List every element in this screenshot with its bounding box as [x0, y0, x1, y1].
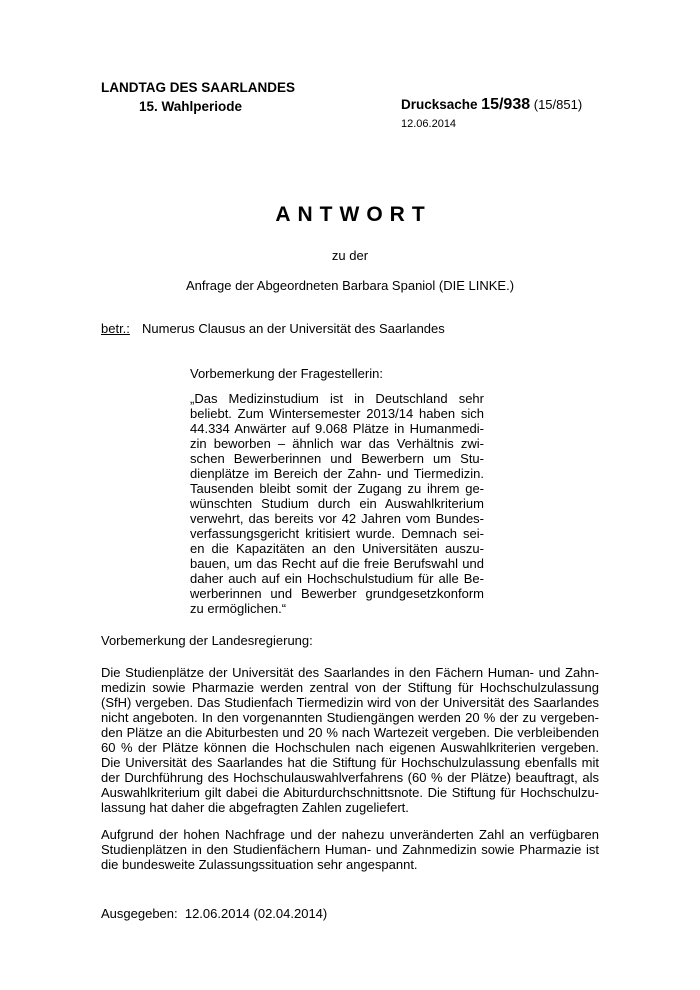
- inquiry-subtitle: Anfrage der Abgeordneten Barbara Spaniol (DIE LINKE.): [185, 278, 515, 293]
- quote-line: 44.334 Anwärter auf 9.068 Plätze in Humanmedi-: [190, 421, 484, 436]
- legislative-period: 15. Wahlperiode: [139, 99, 243, 114]
- questioner-remark-quote: [190, 391, 484, 616]
- government-remark-heading: Vorbemerkung der Landesregierung:: [101, 633, 313, 648]
- quote-line: verfassungsgericht kritisiert wurde. Demnach sei-: [190, 526, 484, 541]
- quote-line: dienplätze im Bereich der Zahn- und Tiermedizin.: [190, 466, 484, 481]
- quote-line: werberinnen und Bewerber grundgesetzkonform: [190, 586, 484, 601]
- drucksache-block: [401, 97, 582, 112]
- quote-line: Tausenden bleibt somit der Zugang zu ihrem ge-: [190, 481, 484, 496]
- paragraph-line: medizin sowie Pharmazie werden zentral von der Stiftung für Hochschulzulassung: [101, 680, 599, 695]
- quote-line: beliebt. Zum Wintersemester 2013/14 haben sich: [190, 406, 484, 421]
- quote-line: en die Kapazitäten an den Universitäten auszu-: [190, 541, 484, 556]
- paragraph-line: lassung hat daher die abgefragten Zahlen zugeliefert.: [101, 800, 409, 815]
- drucksache-number: 15/938: [481, 96, 531, 113]
- paragraph-line: Auswahlkriterium gilt dabei die Abiturdurchschnittsnote. Die Stiftung für Hochschulzu-: [101, 785, 599, 800]
- page-title: ANTWORT: [275, 203, 432, 226]
- paragraph-line: 60 % der Plätze können die Hochschulen nach eigenen Auswahlkriterien vergeben.: [101, 740, 599, 755]
- quote-line: wünschten Studium durch ein Auswahlkriterium: [190, 496, 484, 511]
- questioner-remark-heading: Vorbemerkung der Fragestellerin:: [190, 366, 383, 381]
- government-remark-paragraph-1: [101, 665, 599, 815]
- drucksache-label: Drucksache: [401, 97, 478, 112]
- quote-line: zu ermöglichen.“: [190, 601, 287, 616]
- paragraph-line: Studienplätzen in den Studienfächern Human- und Zahnmedizin sowie Pharmazie ist: [101, 842, 599, 857]
- quote-line: schen Bewerberinnen und Bewerbern um Stu-: [190, 451, 484, 466]
- paragraph-line: Die Universität des Saarlandes hat die Stiftung für Hochschulzulassung ebenfalls mit: [101, 755, 599, 770]
- quote-line: „Das Medizinstudium ist in Deutschland sehr: [190, 391, 484, 406]
- paragraph-line: Aufgrund der hohen Nachfrage und der nahezu unveränderten Zahl an verfügbaren: [101, 827, 599, 842]
- paragraph-line: der Durchführung des Hochschulauswahlverfahrens (60 % der Plätze) beauftragt, als: [101, 770, 599, 785]
- paragraph-line: die bundesweite Zulassungssituation sehr angespannt.: [101, 857, 418, 872]
- subject-text: Numerus Clausus an der Universität des Saarlandes: [142, 321, 445, 336]
- quote-line: daher auch auf ein Hochschulstudium für alle Be-: [190, 571, 484, 586]
- drucksache-reference: (15/851): [533, 97, 583, 112]
- quote-line: zin beworben – ähnlich war das Verhältnis zwi-: [190, 436, 484, 451]
- paragraph-line: Die Studienplätze der Universität des Saarlandes in den Fächern Human- und Zahn-: [101, 665, 599, 680]
- parliament-name: LANDTAG DES SAARLANDES: [101, 80, 296, 95]
- subtitle-zu-der: zu der: [331, 248, 369, 263]
- quote-line: verwehrt, das bereits vor 42 Jahren vom Bundes-: [190, 511, 484, 526]
- subject-label: betr.:: [101, 321, 130, 336]
- paragraph-line: (SfH) vergeben. Das Studienfach Tiermedizin wird von der Universität des Saarlandes: [101, 695, 599, 710]
- issued-date: Ausgegeben: 12.06.2014 (02.04.2014): [101, 906, 328, 921]
- paragraph-line: den Plätze an die Abiturbesten und 20 % nach Wartezeit vergeben. Die verbleibenden: [101, 725, 599, 740]
- government-remark-paragraph-2: [101, 827, 599, 872]
- quote-line: bauen, um das Recht auf die freie Berufswahl und: [190, 556, 484, 571]
- paragraph-line: nicht angeboten. In den vorgenannten Studiengängen werden 20 % der zu vergeben-: [101, 710, 599, 725]
- document-date: 12.06.2014: [401, 118, 457, 130]
